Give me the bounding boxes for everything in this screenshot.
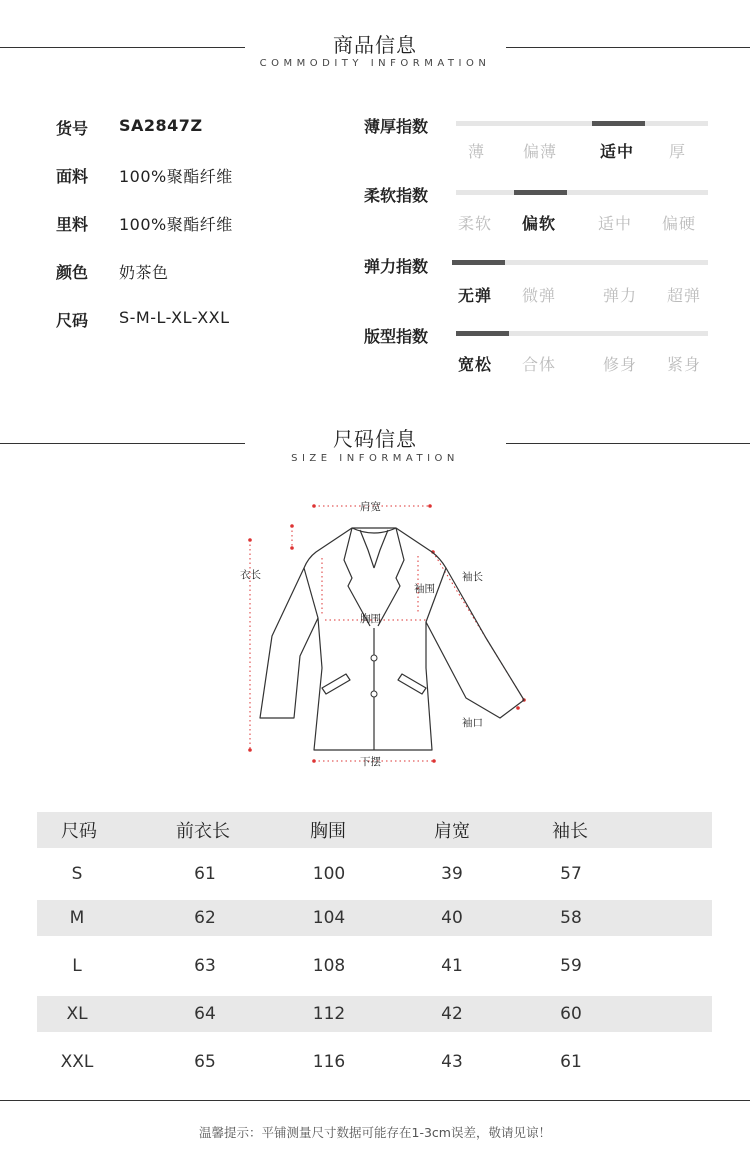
diagram-label-length: 衣长 bbox=[240, 569, 261, 581]
field-label: 颜色 bbox=[56, 263, 89, 282]
table-cell: 43 bbox=[441, 1052, 463, 1072]
commodity-subtitle: COMMODITY INFORMATION bbox=[259, 58, 491, 69]
field-label: 面料 bbox=[56, 167, 89, 186]
jacket-illustration bbox=[236, 488, 532, 780]
index-elasticity-option: 超弹 bbox=[667, 286, 702, 305]
size-info-title: 尺码信息 bbox=[333, 427, 417, 451]
table-cell: 104 bbox=[312, 908, 346, 928]
diagram-label-shoulder: 肩宽 bbox=[360, 501, 381, 513]
size-info-subtitle: SIZE INFORMATION bbox=[291, 453, 459, 464]
index-thickness-option: 厚 bbox=[669, 142, 687, 161]
table-cell: 112 bbox=[312, 1004, 346, 1024]
index-thickness-option-selected: 适中 bbox=[600, 142, 635, 161]
index-thickness-track bbox=[456, 121, 708, 126]
diagram-label-sleeve: 袖长 bbox=[462, 571, 483, 583]
table-header-row bbox=[37, 812, 712, 848]
table-cell: XL bbox=[66, 1004, 88, 1024]
index-elasticity-label: 弹力指数 bbox=[364, 257, 429, 276]
index-thickness-option: 偏薄 bbox=[523, 142, 558, 161]
index-thickness-label: 薄厚指数 bbox=[364, 117, 429, 136]
field-color bbox=[56, 260, 169, 283]
field-size bbox=[56, 308, 230, 331]
table-cell: 42 bbox=[441, 1004, 463, 1024]
index-fit-track bbox=[456, 331, 708, 336]
table-row bbox=[37, 936, 712, 996]
index-elasticity-option: 弹力 bbox=[603, 286, 638, 305]
index-elasticity-option: 微弹 bbox=[522, 286, 557, 305]
table-cell: 62 bbox=[194, 908, 216, 928]
field-label: 尺码 bbox=[56, 311, 89, 330]
table-cell: XXL bbox=[60, 1052, 94, 1072]
size-table bbox=[37, 812, 712, 1092]
table-cell: 61 bbox=[560, 1052, 582, 1072]
table-cell: M bbox=[69, 908, 85, 928]
table-cell: L bbox=[72, 956, 82, 976]
table-header-cell: 尺码 bbox=[61, 821, 97, 842]
field-lining bbox=[56, 212, 233, 235]
index-thickness-fill bbox=[592, 121, 645, 126]
table-cell: 57 bbox=[560, 864, 582, 884]
table-row bbox=[37, 996, 712, 1032]
field-value: 奶茶色 bbox=[119, 263, 169, 282]
field-item-number bbox=[56, 116, 203, 139]
index-softness-track bbox=[456, 190, 708, 195]
table-row bbox=[37, 900, 712, 936]
table-row bbox=[37, 848, 712, 900]
table-header-cell: 肩宽 bbox=[434, 821, 470, 842]
diagram-label-chest: 胸围 bbox=[360, 613, 381, 625]
index-fit-option: 紧身 bbox=[667, 355, 702, 374]
table-cell: 61 bbox=[194, 864, 216, 884]
table-cell: 40 bbox=[441, 908, 463, 928]
table-cell: 58 bbox=[560, 908, 582, 928]
field-fabric bbox=[56, 164, 233, 187]
index-fit-label: 版型指数 bbox=[364, 327, 429, 346]
field-value: S-M-L-XL-XXL bbox=[119, 308, 230, 327]
index-fit-option: 合体 bbox=[522, 355, 557, 374]
garment-diagram bbox=[236, 488, 532, 780]
index-softness-option: 偏硬 bbox=[662, 214, 697, 233]
index-elasticity-fill bbox=[452, 260, 505, 265]
table-header-cell: 胸围 bbox=[310, 821, 346, 842]
table-cell: 63 bbox=[194, 956, 216, 976]
table-cell: 60 bbox=[560, 1004, 582, 1024]
table-cell: 100 bbox=[312, 864, 346, 884]
field-label: 货号 bbox=[56, 119, 89, 138]
table-cell: 65 bbox=[194, 1052, 216, 1072]
table-header-cell: 袖长 bbox=[552, 821, 588, 842]
diagram-label-armhole: 袖围 bbox=[414, 583, 435, 595]
table-cell: 59 bbox=[560, 956, 582, 976]
footer-divider bbox=[0, 1100, 750, 1101]
index-thickness-option: 薄 bbox=[468, 142, 486, 161]
table-row bbox=[37, 1032, 712, 1092]
table-cell: 108 bbox=[312, 956, 346, 976]
field-value: 100%聚酯纤维 bbox=[119, 215, 233, 234]
table-cell: 41 bbox=[441, 956, 463, 976]
table-header-cell: 前衣长 bbox=[176, 821, 230, 842]
diagram-label-cuff: 袖口 bbox=[462, 717, 483, 729]
table-cell: 39 bbox=[441, 864, 463, 884]
table-cell: 116 bbox=[312, 1052, 346, 1072]
index-elasticity-track bbox=[452, 260, 708, 265]
measurement-tip: 温馨提示：平铺测量尺寸数据可能存在1-3cm误差，敬请见谅！ bbox=[199, 1125, 551, 1140]
index-softness-option-selected: 偏软 bbox=[522, 214, 557, 233]
field-label: 里料 bbox=[56, 215, 89, 234]
table-cell: 64 bbox=[194, 1004, 216, 1024]
index-elasticity-option-selected: 无弹 bbox=[458, 286, 493, 305]
field-value: 100%聚酯纤维 bbox=[119, 167, 233, 186]
index-softness-option: 适中 bbox=[598, 214, 633, 233]
index-fit-fill bbox=[456, 331, 509, 336]
commodity-title: 商品信息 bbox=[333, 33, 417, 57]
index-softness-fill bbox=[514, 190, 567, 195]
index-softness-label: 柔软指数 bbox=[364, 186, 429, 205]
index-softness-option: 柔软 bbox=[458, 214, 493, 233]
index-fit-option: 修身 bbox=[603, 355, 638, 374]
field-value: SA2847Z bbox=[119, 116, 203, 135]
table-cell: S bbox=[71, 864, 83, 884]
diagram-label-hem: 下摆 bbox=[360, 756, 381, 768]
index-fit-option-selected: 宽松 bbox=[458, 355, 493, 374]
